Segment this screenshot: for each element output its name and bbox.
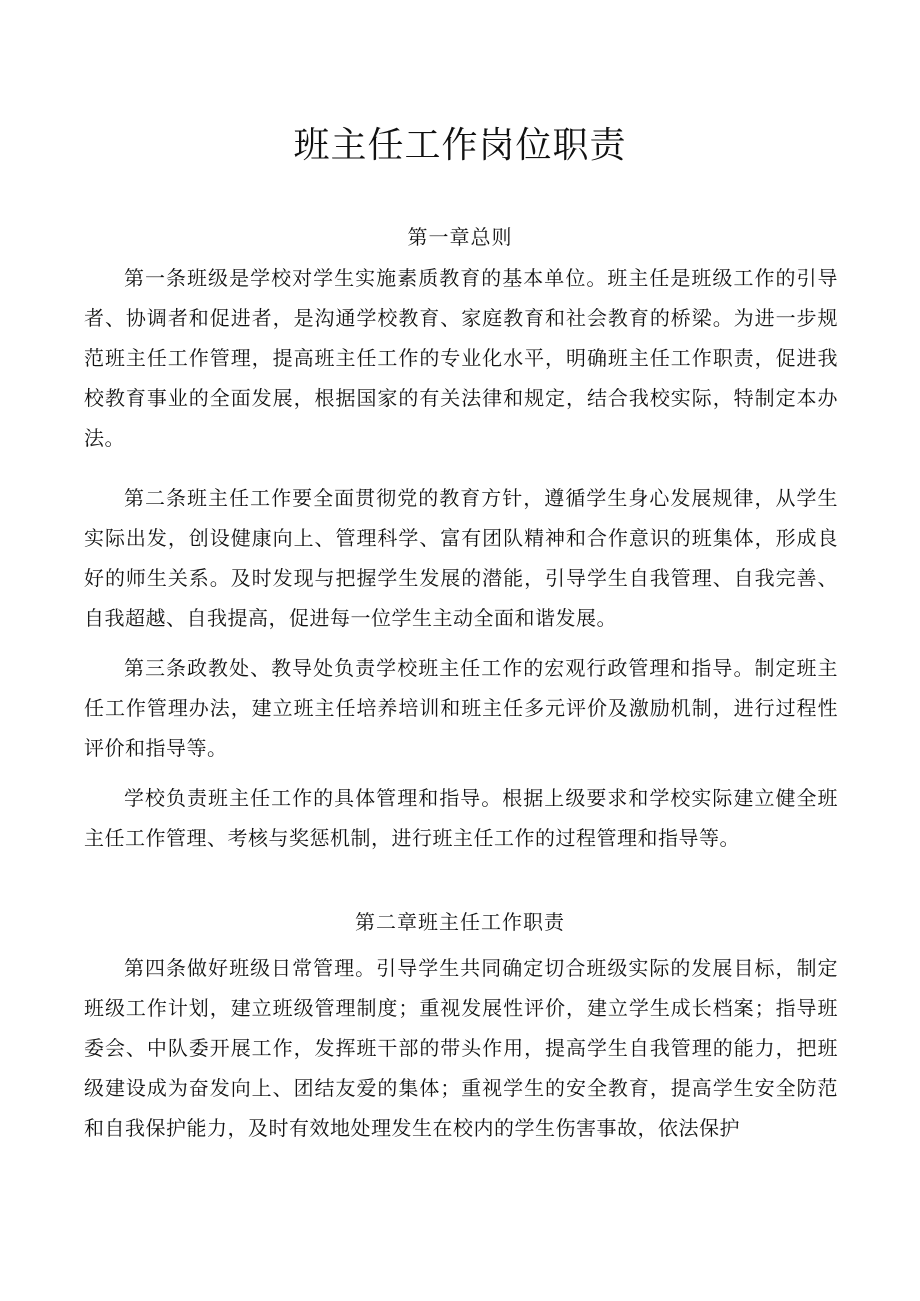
paragraph-article-2: 第二条班主任工作要全面贯彻党的教育方针，遵循学生身心发展规律，从学生实际出发，创设健康向上、管理科学、富有团队精神和合作意识的班集体，形成良好的师生关系。及时发现与把握学生发展的潜能，引导学生自我管理、自我完善、自我超越、自我提高，促进每一位学生主动全面和谐发展。 (84, 486, 838, 630)
paragraph-article-4: 第四条做好班级日常管理。引导学生共同确定切合班级实际的发展目标，制定班级工作计划，建立班级管理制度；重视发展性评价，建立学生成长档案；指导班委会、中队委开展工作，发挥班干部的带头作用，提高学生自我管理的能力，把班级建设成为奋发向上、团结友爱的集体；重视学生的安全教育，提高学生安全防范和自我保护能力，及时有效地处理发生在校内的学生伤害事故，依法保护 (84, 956, 838, 1140)
paragraph-article-3: 第三条政教处、教导处负责学校班主任工作的宏观行政管理和指导。制定班主任工作管理办法，建立班主任培养培训和班主任多元评价及激励机制，进行过程性评价和指导等。 (84, 656, 838, 760)
chapter-heading-duties: 第二章班主任工作职责 (355, 910, 565, 934)
paragraph-school-responsibility: 学校负责班主任工作的具体管理和指导。根据上级要求和学校实际建立健全班主任工作管理、考核与奖惩机制，进行班主任工作的过程管理和指导等。 (84, 786, 838, 850)
chapter-heading-general-provisions: 第一章总则 (407, 225, 513, 249)
document-title: 班主任工作岗位职责 (293, 125, 627, 166)
paragraph-article-1: 第一条班级是学校对学生实施素质教育的基本单位。班主任是班级工作的引导者、协调者和促进者，是沟通学校教育、家庭教育和社会教育的桥梁。为进一步规范班主任工作管理，提高班主任工作的专业化水平，明确班主任工作职责，促进我校教育事业的全面发展，根据国家的有关法律和规定，结合我校实际，特制定本办法。 (84, 266, 838, 450)
